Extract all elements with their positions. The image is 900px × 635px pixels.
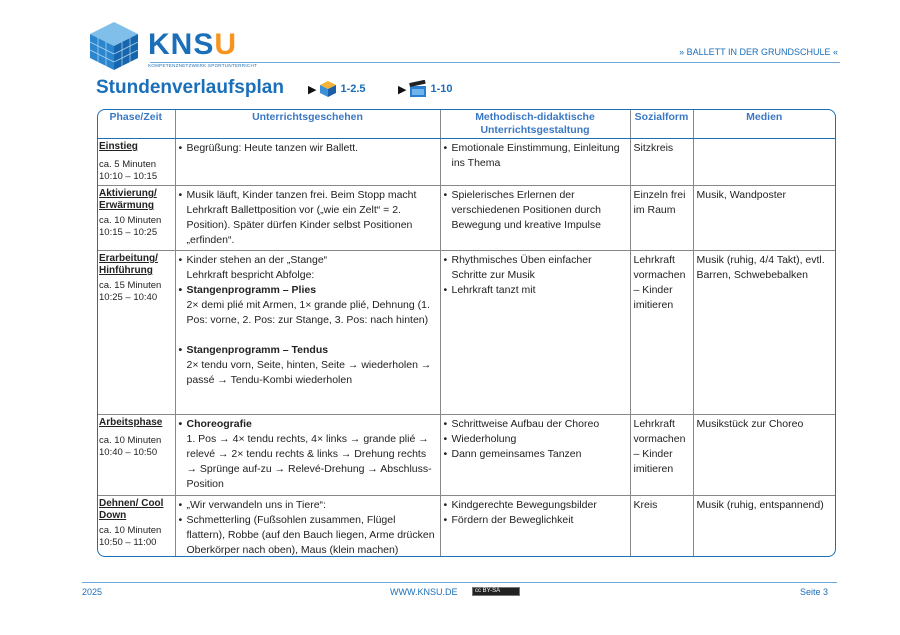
level-badge xyxy=(308,80,366,98)
phase-name: Aktivierung/ Erwärmung xyxy=(99,188,157,211)
list-item: • Begrüßung: Heute tanzen wir Ballett. xyxy=(179,141,437,156)
phase-cell xyxy=(98,415,175,496)
list-item: • Musik läuft, Kinder tanzen frei. Beim Stopp macht Lehrkraft Ballettposition vor („wie ein Zelt“ = 2. Position). Später dürfen Kinder selbst Positionen „erfinden“. xyxy=(179,188,437,248)
column-header-phase: Phase/Zeit xyxy=(98,110,175,139)
list-item xyxy=(179,253,437,283)
list-item: • „Wir verwandeln uns in Tiere“: xyxy=(179,498,437,513)
column-header-method: Methodisch-didaktische Unterrichtsgestaltung xyxy=(440,110,630,139)
phase-name: Einstieg xyxy=(99,141,138,152)
phase-time: 10:50 – 11:00 xyxy=(99,537,157,548)
knsu-logo xyxy=(88,20,258,76)
list-item: • Stangenprogramm – Plies xyxy=(179,283,437,298)
content-cell xyxy=(175,496,440,558)
media-cell: Musik, Wandposter xyxy=(693,186,835,251)
table-row xyxy=(98,496,835,558)
table-row xyxy=(98,415,835,496)
media-cell: Musik (ruhig, 4/4 Takt), evtl. Barren, Schwebebalken xyxy=(693,251,835,415)
social-cell: Lehrkraft vormachen – Kinder imitieren xyxy=(630,251,693,415)
social-cell: Einzeln frei im Raum xyxy=(630,186,693,251)
content-intro: Kinder stehen an der „Stange“ xyxy=(186,254,328,266)
table-row xyxy=(98,186,835,251)
phase-time: 10:15 – 10:25 xyxy=(99,227,158,238)
social-cell: Lehrkraft vormachen – Kinder imitieren xyxy=(630,415,693,496)
content-cell xyxy=(175,415,440,496)
phase-time: 10:25 – 10:40 xyxy=(99,292,158,303)
social-cell: Sitzkreis xyxy=(630,139,693,186)
list-item: • Wiederholung xyxy=(444,432,627,447)
play-arrow-icon: ▶ xyxy=(308,83,317,96)
list-item: • Schrittweise Aufbau der Choreo xyxy=(444,417,627,432)
header-divider xyxy=(150,62,840,63)
phase-duration: ca. 10 Minuten xyxy=(99,435,162,446)
lesson-plan-table xyxy=(97,109,836,557)
video-label: 1-10 xyxy=(430,83,453,95)
phase-name: Erarbeitung/ Hinführung xyxy=(99,253,158,276)
phase-duration: ca. 10 Minuten xyxy=(99,525,162,536)
page-title: Stundenverlaufsplan xyxy=(96,77,284,98)
social-cell: Kreis xyxy=(630,496,693,558)
block-text: 1. Pos → 4× tendu rechts, 4× links → grande plié → relevé → 2× tendu rechts & links → Drehung rechts → Sprünge auf-zu → Relevé-Drehung → Abschluss-Position xyxy=(186,433,432,490)
list-item: • Schmetterling (Fußsohlen zusammen, Flügel flattern), Robbe (auf den Bauch liegen, Arme drücken Oberkörper nach oben), Maus (klein machen) xyxy=(179,513,437,557)
phase-name: Dehnen/ Cool Down xyxy=(99,498,164,521)
method-cell xyxy=(440,186,630,251)
phase-duration: ca. 15 Minuten xyxy=(99,280,162,291)
block-text: 2× demi plié mit Armen, 1× grande plié, Dehnung (1. Pos: vorne, 2. Pos: zur Stange, 3. Pos: nach hinten) xyxy=(186,299,430,326)
list-item: • Spielerisches Erlernen der verschiedenen Positionen durch Bewegung und kreative Impulse xyxy=(444,188,627,233)
license-label: BY-SA xyxy=(482,588,501,594)
cube-logo-icon xyxy=(88,20,140,72)
list-item: • Fördern der Beweglichkeit xyxy=(444,513,627,528)
phase-time: 10:10 – 10:15 xyxy=(99,171,158,182)
column-header-media: Medien xyxy=(693,110,835,139)
phase-cell xyxy=(98,496,175,558)
phase-duration: ca. 5 Minuten xyxy=(99,159,157,170)
phase-time: 10:40 – 10:50 xyxy=(99,447,158,458)
content-cell xyxy=(175,251,440,415)
method-cell xyxy=(440,251,630,415)
media-cell: Musik (ruhig, entspannend) xyxy=(693,496,835,558)
brand-tagline: KOMPETENZNETZWERK SPORTUNTERRICHT xyxy=(148,63,258,68)
method-cell xyxy=(440,496,630,558)
table-header-row xyxy=(98,110,835,139)
media-cell: Musikstück zur Choreo xyxy=(693,415,835,496)
footer-url-link[interactable]: WWW.KNSU.DE xyxy=(390,587,458,597)
brand-name: KNSU xyxy=(148,28,238,61)
clapperboard-icon xyxy=(409,80,427,98)
series-title: » BALLETT IN DER GRUNDSCHULE « xyxy=(679,47,838,57)
play-arrow-icon: ▶ xyxy=(398,83,407,96)
method-cell xyxy=(440,415,630,496)
table-row xyxy=(98,251,835,415)
footer-year: 2025 xyxy=(82,587,103,597)
column-header-social: Sozialform xyxy=(630,110,693,139)
phase-cell xyxy=(98,251,175,415)
cc-license-icon: cc BY-SA xyxy=(472,587,520,596)
content-cell xyxy=(175,139,440,186)
phase-cell xyxy=(98,186,175,251)
table-row xyxy=(98,139,835,186)
media-cell xyxy=(693,139,835,186)
block-text: 2× tendu vorn, Seite, hinten, Seite → wiederholen → passé → Tendu-Kombi wiederholen xyxy=(186,359,432,386)
method-cell xyxy=(440,139,630,186)
phase-cell xyxy=(98,139,175,186)
list-item: • Kindgerechte Bewegungsbilder xyxy=(444,498,627,513)
footer-divider xyxy=(82,582,837,583)
content-intro-sub: Lehrkraft bespricht Abfolge: xyxy=(186,269,315,281)
phase-name: Arbeitsphase xyxy=(99,417,163,428)
list-item: • Stangenprogramm – Tendus xyxy=(179,343,437,358)
list-item: • Lehrkraft tanzt mit xyxy=(444,283,627,298)
content-cell xyxy=(175,186,440,251)
list-item: • Choreografie xyxy=(179,417,437,432)
level-label: 1-2.5 xyxy=(340,83,366,95)
list-item: • Dann gemeinsames Tanzen xyxy=(444,447,627,462)
page-number: Seite 3 xyxy=(799,587,828,597)
video-badge xyxy=(398,80,453,98)
list-item: • Emotionale Einstimmung, Einleitung ins Thema xyxy=(444,141,627,171)
list-item: • Rhythmisches Üben einfacher Schritte zur Musik xyxy=(444,253,627,283)
cube-icon xyxy=(319,80,337,98)
phase-duration: ca. 10 Minuten xyxy=(99,215,162,226)
column-header-content: Unterrichtsgeschehen xyxy=(175,110,440,139)
